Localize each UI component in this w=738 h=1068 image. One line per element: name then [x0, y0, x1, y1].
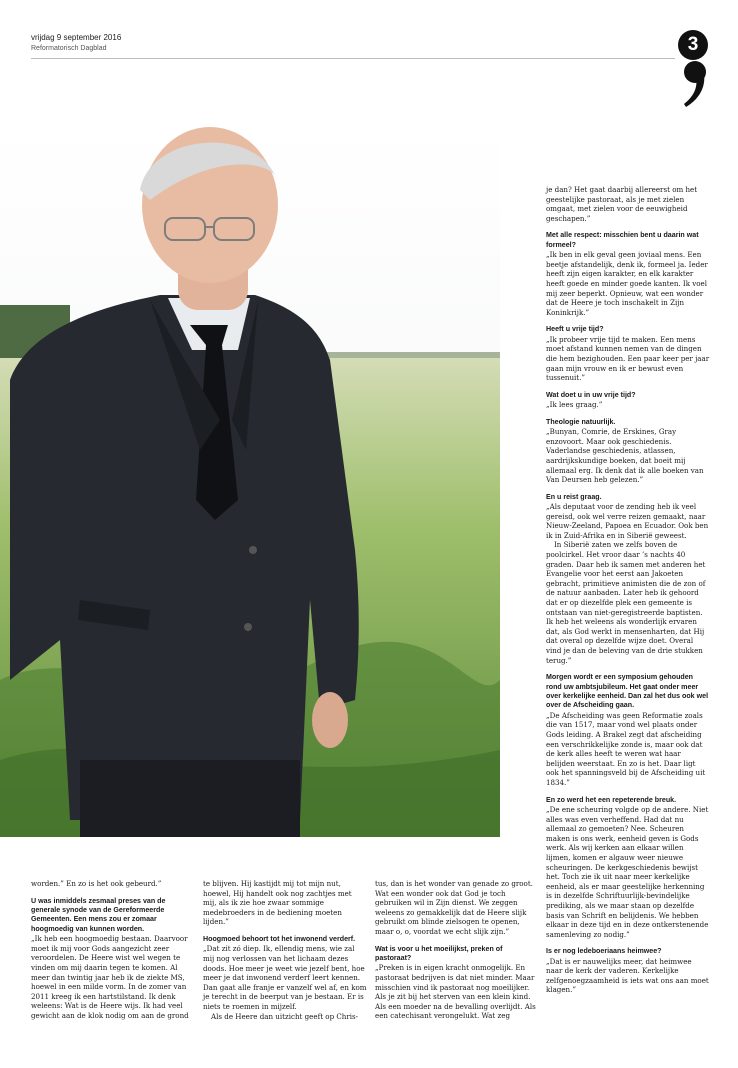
interview-question: En zo werd het een repeterende breuk. [546, 795, 677, 804]
newspaper-name: Reformatorisch Dagblad [31, 45, 107, 52]
interview-question: Hoogmoed behoort tot het inwonend verderf. [203, 934, 356, 943]
paragraph: „Ik heb een hoogmoedig bestaan. Daarvoor moet ik mij voor Gods aangezicht zeer veroordelen. De Heere wist wel wegen te vinden om mij daarin tegen te komen. Al meer dan twintig jaar heb ik de ziekte MS, hoewel in een milde vorm. In de zomer van 2011 kreeg ik een hartstilstand. Ik denk weleens: Wat is de Heere wijs. Ik had veel gewicht aan de klok nodig om aan de grond [31, 934, 189, 1020]
interview-question: Heeft u vrije tijd? [546, 325, 604, 334]
portrait-photo-man-in-field-icon [0, 120, 500, 837]
paragraph: worden.” En zo is het ook gebeurd.” [31, 879, 162, 888]
paragraph: „Dat zit zó diep. Ik, ellendig mens, wie zal mij nog verlossen van het lichaam dezes doods. Hoe meer je weet wie jezelf bent, hoe meer je dat inwonend verderf leert kennen. Dan gaat alle franje er vanzelf wel af, en kom je terecht in de beerput van je bestaan. Er is niets te roemen in mijzelf. [203, 944, 367, 1011]
interview-question: Morgen wordt er een symposium gehouden rond uw ambtsjubileum. Het gaat onder meer over kerkelijke eenheid. Dan zal het dus ook wel over de Afscheiding gaan. [546, 673, 709, 710]
comma-logo-icon [682, 60, 708, 108]
paragraph: je dan? Het gaat daarbij allereerst om het geestelijke pastoraat, als je met zielen omgaat, met zielen voor de eeuwigheid geschapen.” [546, 185, 698, 223]
article-column-2 [203, 879, 367, 1021]
paragraph: tus, dan is het wonder van genade zo groot. Wat een wonder ook dat God je toch gebruiken wil in Zijn dienst. We zeggen weleens zo gemakkelijk dat de Heere slijk gebruikt om blinde zielsogen te openen, maar o, o, voordat we echt slijk zijn.” [375, 879, 533, 936]
header-divider [31, 58, 675, 59]
interview-question: Wat is voor u het moeilijkst, preken of pastoraat? [375, 944, 503, 962]
portrait-photo [0, 120, 500, 837]
paragraph: „De Afscheiding was geen Reformatie zoals die van 1517, maar vond wel plaats onder Gods leiding. A Brakel zegt dat afscheiding een verschrikkelijke zonde is, maar ook dat de kerk alles heeft te weren wat haar belijden weerstaat. En zo is het. Daar ligt ook het spanningsveld bij de Afscheiding uit 1834.” [546, 710, 706, 787]
page-number: 3 [678, 30, 708, 60]
paragraph: „Als deputaat voor de zending heb ik veel gereisd, ook wel verre reizen gemaakt, naar Nieuw-Zeeland, Papoea en Ecuador. Ook ben ik in Zuid-Afrika en in Siberië geweest. [546, 502, 709, 540]
article-column-1 [31, 879, 195, 1021]
paragraph: „Ik lees graag.” [546, 400, 603, 410]
article-column-3 [375, 879, 539, 1021]
paragraph: „Preken is in eigen kracht onmogelijk. En pastoraat bedrijven is dat niet minder. Maar misschien vind ik pastoraat nog moeilijker. Als je zit bij het sterven van een klein kind. Als een moeder na de bevalling overlijdt. Als een catechisant verongelukt. Wat zeg [375, 963, 536, 1021]
interview-question: U was inmiddels zesmaal preses van de generale synode van de Gereformeerde Gemeenten. Een mens zou er zomaar hoogmoedig van kunnen worden. [31, 896, 166, 933]
interview-question: Wat doet u in uw vrije tijd? [546, 390, 636, 399]
paragraph: In Siberië zaten we zelfs boven de poolcirkel. Het vroor daar ’s nachts 40 graden. Daar heb ik samen met anderen het Evangelie voor het eerst aan Jakoeten gebracht, primitieve animisten die de zon of de natuur aanbaden. Later heb ik gehoord dat er op diezelfde plek een gemeente is ontstaan van niet-geregistreerde baptisten. Ik heb het weleens als wonderlijk ervaren dat, als God werkt in mensenharten, dat Hij dat overal op dezelfde wijze doet. Overal vind je dan de beleving van de drie stukken terug.” [546, 540, 706, 665]
article-column-4 [546, 185, 710, 995]
interview-question: Theologie natuurlijk. [546, 417, 616, 426]
interview-question: Is er nog ledeboeriaans heimwee? [546, 947, 662, 956]
paragraph: „Ik probeer vrije tijd te maken. Een mens moet afstand kunnen nemen van de dingen die hem bezighouden. Een paar keer per jaar gaan mijn vrouw en ik er bewust even tussenuit.” [546, 334, 710, 383]
interview-question: Met alle respect: misschien bent u daarin wat formeel? [546, 231, 699, 249]
paragraph: „Dat is er nauwelijks meer, dat heimwee naar de kerk der vaderen. Kerkelijke zelfgenoegzaamheid is iets wat ons aan moet klagen.” [546, 956, 709, 995]
issue-date: vrijdag 9 september 2016 [31, 33, 122, 42]
paragraph: Als de Heere dan uitzicht geeft op Chris- [211, 1011, 359, 1021]
paragraph: „De ene scheuring volgde op de andere. Niet alles was even verheffend. Had dat nu allemaal zo gemoeten? Nee. Scheuren maken is ons werk, eenheid geven is Gods werk. Als wij kerken aan elkaar willen lijmen, komen er algauw weer nieuwe scheuringen. De kerkgeschiedenis bewijst het. Toch zie ik uit naar meer kerkelijke eenheid, als er maar geestelijke herkenning is in dezelfde Schriftuurlijk-bevindelijke prediking, als we maar staan op dezelfde basis van Schrift en belijdenis. We hebben elkaar in deze tijd en in deze ontkerstenende samenleving zo nodig.” [546, 804, 709, 939]
paragraph: te blijven. Hij kastijdt mij tot mijn nut, hoewel, Hij handelt ook nog zachtjes met mij, als ik zie hoe zwaar sommige medebroeders in de bediening moeten lijden.” [203, 879, 352, 927]
paragraph: „Ik ben in elk geval geen joviaal mens. Een beetje afstandelijk, denk ik, formeel ja. Ieder heeft zijn eigen karakter, en elk karakter heeft goede en minder goede kanten. Ik voel mij zeer beperkt. Opnieuw, wat een wonder dat de Heere je toch inschakelt in Zijn Koninkrijk.” [546, 250, 708, 317]
paragraph: „Bunyan, Comrie, de Erskines, Gray enzovoort. Maar ook geschiedenis. Vaderlandse geschiedenis, atlassen, aardrijkskundige boeken, dat boeit mij allemaal erg. Ik denk dat ik alle boeken van Van Deursen heb gelezen.” [546, 427, 704, 485]
interview-question: En u reist graag. [546, 492, 602, 501]
